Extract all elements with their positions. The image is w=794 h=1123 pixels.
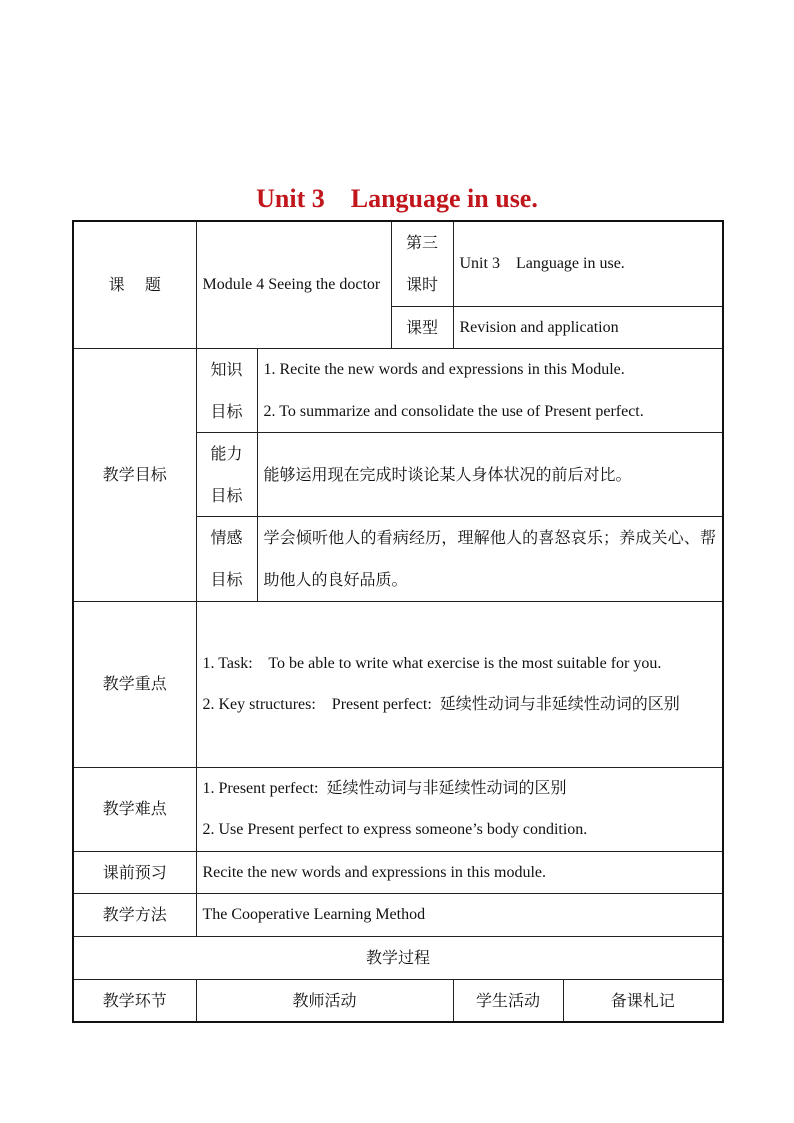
process-header-teacher: 教师活动	[196, 979, 453, 1022]
method-text: The Cooperative Learning Method	[196, 894, 723, 937]
preview-label: 课前预习	[73, 851, 196, 894]
ability-objective: 能够运用现在完成时谈论某人身体状况的前后对比。	[257, 433, 723, 517]
knowledge-item-1: 1. Recite the new words and expressions in this Module.	[263, 361, 625, 379]
lesson-plan-table	[72, 220, 724, 1023]
method-label: 教学方法	[73, 894, 196, 937]
difficulty-2: 2. Use Present perfect to express someone’s body condition.	[202, 821, 588, 839]
process-header-student: 学生活动	[453, 979, 563, 1022]
knowledge-label: 知识目标	[196, 349, 257, 433]
emotion-objective: 学会倾听他人的看病经历，理解他人的喜怒哀乐；养成关心、帮助他人的良好品质。	[257, 517, 723, 601]
key-points-label: 教学重点	[73, 601, 196, 767]
difficulties	[196, 767, 723, 851]
emotion-label: 情感目标	[196, 517, 257, 601]
process-header-notes: 备课札记	[563, 979, 723, 1022]
type-label: 课型	[391, 306, 453, 349]
period-value: Unit 3 Language in use.	[453, 221, 723, 306]
key-point-1: 1. Task: To be able to write what exercise is the most suitable for you.	[202, 654, 662, 672]
knowledge-item-2: 2. To summarize and consolidate the use of Present perfect.	[263, 402, 644, 420]
difficulties-label: 教学难点	[73, 767, 196, 851]
knowledge-objectives	[257, 349, 723, 433]
ability-label: 能力目标	[196, 433, 257, 517]
difficulty-1: 1. Present perfect: 延续性动词与非延续性动词的区别	[202, 779, 567, 797]
process-label: 教学过程	[73, 937, 723, 980]
topic-module: Module 4 Seeing the doctor	[196, 221, 391, 349]
topic-label: 课 题	[73, 221, 196, 349]
key-points	[196, 601, 723, 767]
type-value: Revision and application	[453, 306, 723, 349]
document-title: Unit 3 Language in use.	[256, 184, 538, 213]
preview-text: Recite the new words and expressions in this module.	[196, 851, 723, 894]
process-header-stage: 教学环节	[73, 979, 196, 1022]
period-label: 第三课时	[391, 221, 453, 306]
objectives-label: 教学目标	[73, 349, 196, 602]
key-point-2: 2. Key structures: Present perfect: 延续性动词与非延续性动词的区别	[202, 696, 680, 714]
